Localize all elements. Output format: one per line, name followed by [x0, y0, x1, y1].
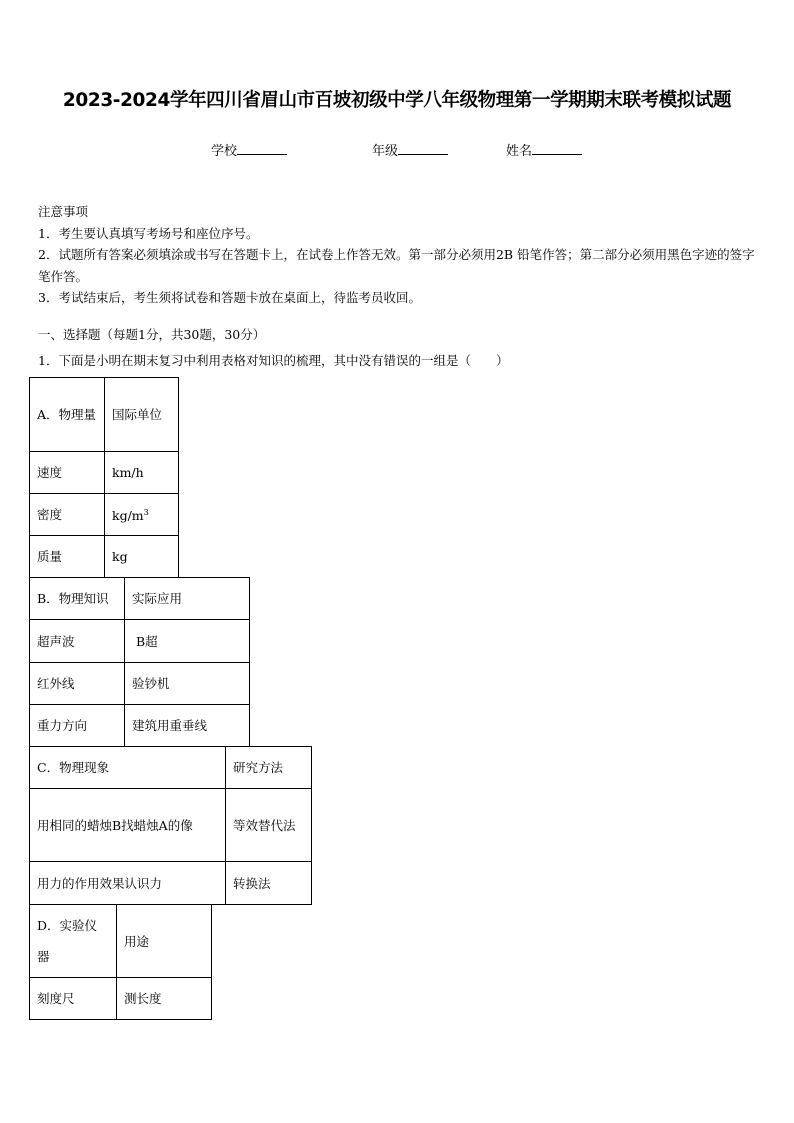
grade-label: 年级: [372, 144, 399, 159]
page-title: 2023-2024学年四川省眉山市百坡初级中学八年级物理第一学期期末联考模拟试题: [62, 90, 732, 111]
table-cell: 验钞机: [125, 663, 250, 705]
table-cell: 用力的作用效果认识力: [30, 862, 226, 905]
grade-field: [372, 140, 448, 159]
table-cell: D．实验仪器: [30, 905, 117, 978]
table-option-d: [29, 904, 212, 1020]
table-cell: 转换法: [226, 862, 312, 905]
table-row: [30, 789, 312, 862]
table-row: [30, 905, 212, 978]
note-item: 2．试题所有答案必须填涂或书写在答题卡上，在试卷上作答无效。第一部分必须用2B 铅笔作答；第二部分必须用黑色字迹的签字笔作答。: [38, 247, 755, 284]
table-cell: 用途: [117, 905, 212, 978]
table-cell: [105, 494, 179, 536]
superscript: 3: [143, 508, 149, 518]
section-heading: 一、选择题（每题1分，共30题，30分）: [38, 327, 266, 342]
note-item: 3．考试结束后，考生须将试卷和答题卡放在桌面上，待监考员收回。: [38, 290, 421, 305]
table-option-b: [29, 577, 250, 747]
table-option-a: [29, 377, 179, 578]
notes: [38, 201, 763, 309]
cell-text: kg/m: [112, 508, 144, 524]
name-field: [506, 140, 582, 159]
name-label: 姓名: [506, 144, 533, 159]
table-row: [30, 978, 212, 1020]
note-item: 1．考生要认真填写考场号和座位序号。: [38, 225, 259, 241]
table-cell: 用相同的蜡烛B找蜡烛A的像: [30, 789, 226, 862]
table-row: [30, 494, 179, 536]
table-cell: B．物理知识: [30, 578, 125, 620]
grade-blank[interactable]: [398, 142, 448, 155]
table-cell: A．物理量: [30, 378, 105, 452]
table-cell: km/h: [105, 452, 179, 494]
table-cell: 测长度: [117, 978, 212, 1020]
table-cell: 国际单位: [105, 378, 179, 452]
table-cell: 质量: [30, 536, 105, 578]
table-cell: B超: [125, 620, 250, 663]
table-cell: kg: [105, 536, 179, 578]
school-label: 学校: [211, 144, 238, 159]
table-row: [30, 452, 179, 494]
table-cell: 等效替代法: [226, 789, 312, 862]
table-row: [30, 620, 250, 663]
table-row: [30, 862, 312, 905]
table-row: [30, 747, 312, 789]
table-cell: 建筑用重垂线: [125, 705, 250, 747]
table-option-c: [29, 746, 312, 905]
table-cell: C．物理现象: [30, 747, 226, 789]
table-row: [30, 378, 179, 452]
table-cell: 实际应用: [125, 578, 250, 620]
table-row: [30, 705, 250, 747]
table-row: [30, 536, 179, 578]
table-cell: 研究方法: [226, 747, 312, 789]
table-cell: 红外线: [30, 663, 125, 705]
table-cell: 密度: [30, 494, 105, 536]
name-blank[interactable]: [532, 142, 582, 155]
table-row: [30, 663, 250, 705]
table-cell: 重力方向: [30, 705, 125, 747]
table-row: [30, 578, 250, 620]
table-cell: 超声波: [30, 620, 125, 663]
question-1: 1．下面是小明在期末复习中利用表格对知识的梳理，其中没有错误的一组是（ ）: [38, 353, 509, 368]
table-cell: 刻度尺: [30, 978, 117, 1020]
notes-heading: 注意事项: [38, 204, 89, 219]
school-blank[interactable]: [237, 142, 287, 155]
school-field: [211, 140, 287, 159]
table-cell: 速度: [30, 452, 105, 494]
